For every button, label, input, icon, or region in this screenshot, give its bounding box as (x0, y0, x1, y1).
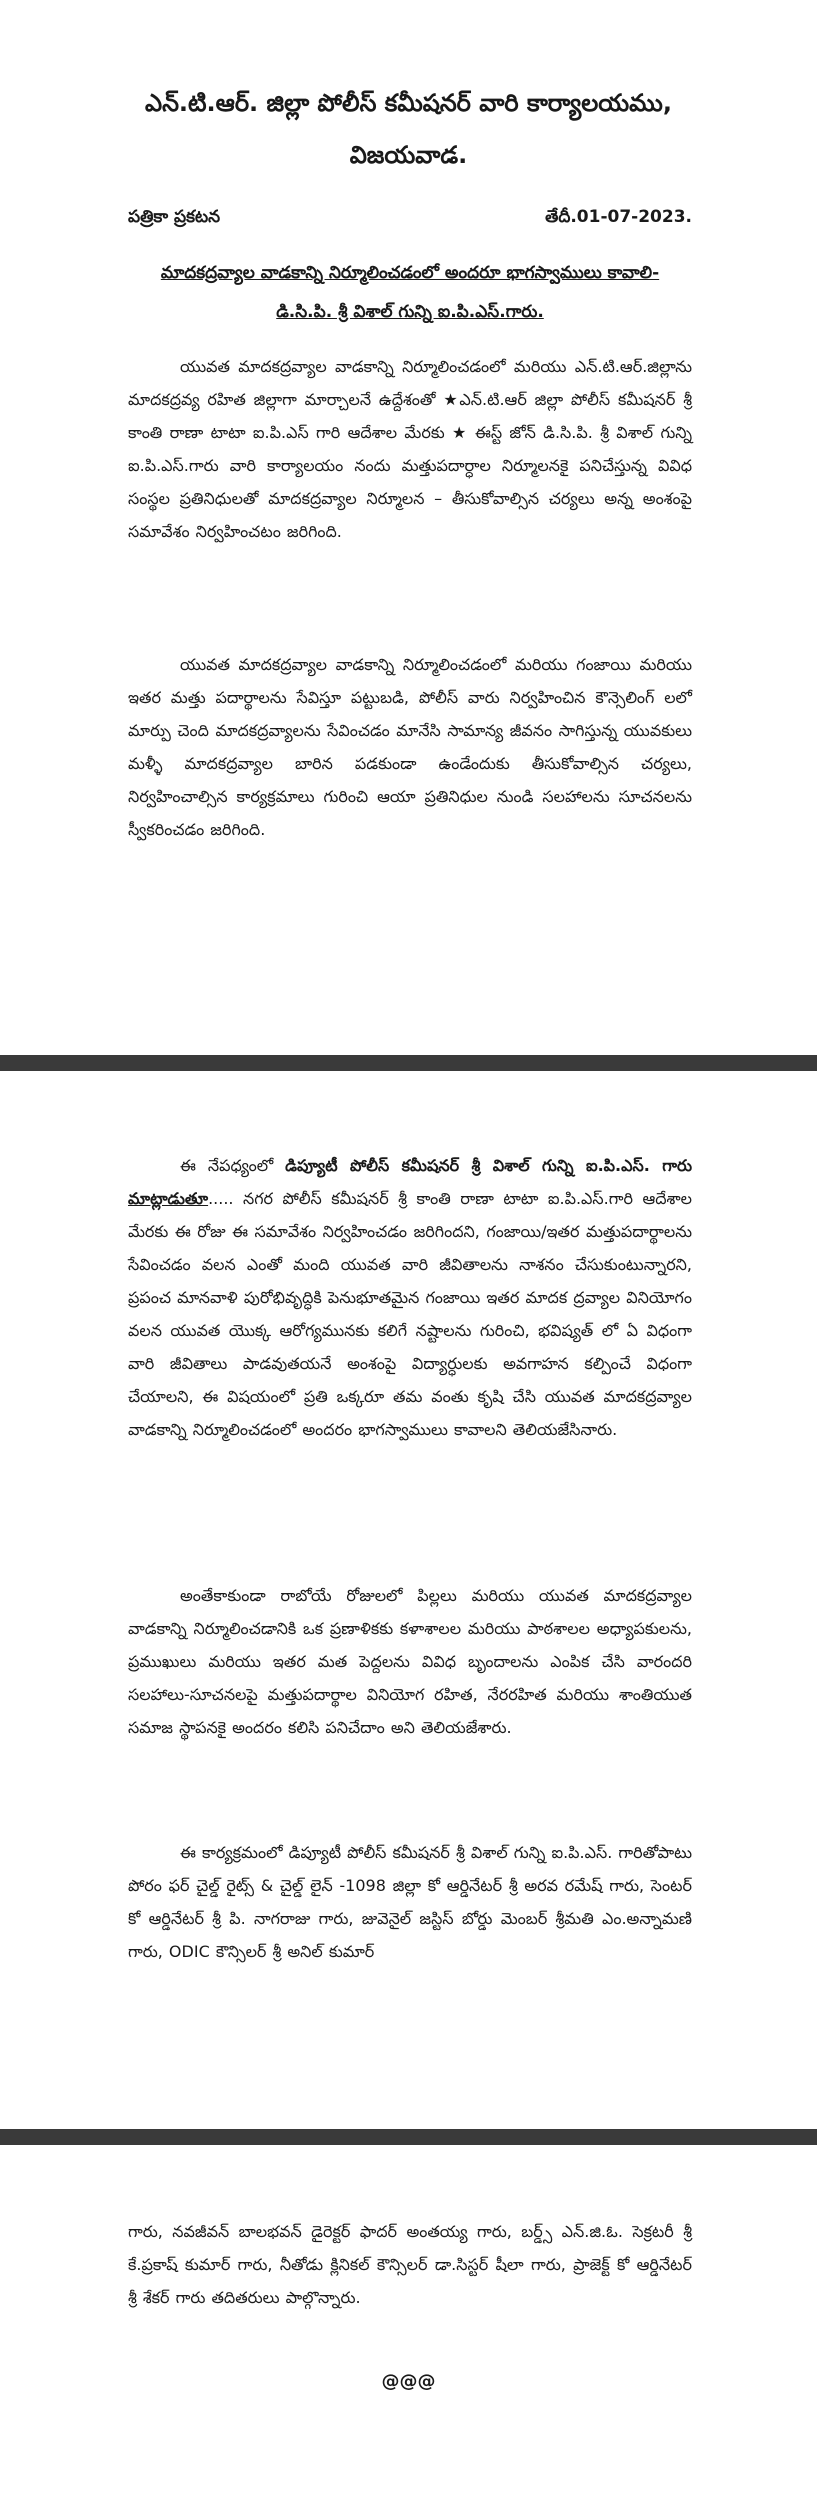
release-date: తేదీ.01-07-2023. (545, 207, 692, 227)
p3-body: ..... నగర పోలీస్ కమీషనర్ శ్రీ కాంతి రాణా టాటా ఐ.పి.ఎస్.గారి ఆదేశాల మేరకు ఈ రోజు ఈ సమావేశం నిర్వహించడం జరిగిందని, గంజాయి/ఇతర మత్తుపదార్థాలను సేవించడం వలన ఎంతో మంది యువత వారి జీవితాలను నాశనం చేసుకుంటున్నారని, ప్రపంచ మానవాళి పురోభివృద్ధికి పెనుభూతమైన గంజాయి ఇతర మాదక ద్రవ్యాల వినియోగం వలన యువత యొక్క ఆరోగ్యమునకు కలిగే నష్టాలను గురించి, భవిష్యత్ లో ఏ విధంగా వారి జీవితాలు పాడవుతయనే అంశంపై విద్యార్ధులకు అవగాహన కల్పించే విధంగా చేయాలని, ఈ విషయంలో ప్రతి ఒక్కరూ తమ వంతు కృషి చేసి యువత మాదకద్రవ్యాల వాడకాన్ని నిర్మూలించడంలో అందరం భాగస్వాములు కావాలని తెలియజేసినారు. (128, 1189, 692, 1439)
paragraph-4: అంతేకాకుండా రాబోయే రోజులలో పిల్లలు మరియు యువత మాదకద్రవ్యాల వాడకాన్ని నిర్మూలించడానికి ఒక ప్రణాళికకు కళాశాలల మరియు పాఠశాలల అధ్యాపకులను, ప్రముఖులు మరియు ఇతర మత పెద్దలను వివిధ బృందాలను ఎంపిక చేసి వారందరి సలహాలు-సూచనలపై మత్తుపదార్థాల వినియోగ రహిత, నేరరహిత మరియు శాంతియుత సమాజ స్థాపనకై అందరం కలిసి పనిచేదాం అని తెలియజేశారు. (128, 1586, 692, 1737)
page-separator (0, 1055, 817, 1071)
paragraph-1: యువత మాదకద్రవ్యాల వాడకాన్ని నిర్మూలించడంలో మరియు ఎన్.టి.ఆర్.జిల్లాను మాదకద్రవ్య రహిత జిల్లాగా మార్చాలనే ఉద్దేశంతో ★ఎన్.టి.ఆర్ జిల్లా పోలీస్ కమీషనర్ శ్రీ కాంతి రాణా టాటా ఐ.పి.ఎస్ గారి ఆదేశాల మేరకు ★ ఈస్ట్ జోన్ డి.సి.పి. శ్రీ విశాల్ గున్ని ఐ.పి.ఎస్.గారు వారి కార్యాలయం నందు మత్తుపదార్ధాల నిర్మూలనకై పనిచేస్తున్న వివిధ సంస్థల ప్రతినిధులతో మాదకద్రవ్యాల నిర్మూలన – తీసుకోవాల్సిన చర్యలు అన్న అంశంపై సమావేశం నిర్వహించటం జరిగింది. (128, 357, 692, 541)
p3-speaking: మాట్లాడుతూ (128, 1189, 209, 1208)
p3-intro: ఈ నేపధ్యంలో (180, 1156, 286, 1175)
press-release-label: పత్రికా ప్రకటన (128, 207, 221, 227)
subject-line1: మాదకద్రవ్యాల వాడకాన్ని నిర్మూలించడంలో అందరూ భాగస్వాములు కావాలి- (160, 263, 660, 283)
page-1 (0, 0, 817, 1055)
paragraph-3 (128, 1149, 692, 1446)
page-3 (0, 2145, 817, 2496)
paragraph-6: గారు, నవజీవన్ బాలభవన్ డైరెక్టర్ ఫాదర్ అంతయ్య గారు, బర్డ్స్ ఎన్.జి.ఓ. సెక్రటరీ శ్రీ కే.ప్రకాష్ కుమార్ గారు, నీతోడు క్లినికల్ కౌన్సిలర్ డా.సిస్టర్ షీలా గారు, ప్రాజెక్ట్ కో ఆర్డినేటర్ శ్రీ శేకర్ గారు తదితరులు పాల్గొన్నారు. (128, 2222, 692, 2307)
page-separator (0, 2129, 817, 2145)
closing-mark: @@@ (381, 2371, 436, 2392)
subject-line2: డి.సి.పి. శ్రీ విశాల్ గున్ని ఐ.పి.ఎస్.గారు. (276, 302, 544, 322)
paragraph-5: ఈ కార్యక్రమంలో డిప్యూటీ పోలీస్ కమీషనర్ శ్రీ విశాల్ గున్ని ఐ.పి.ఎస్. గారితోపాటు పోరం ఫర్ చైల్డ్ రైట్స్ & చైల్డ్ లైన్ -1098 జిల్లా కో ఆర్డినేటర్ శ్రీ అరవ రమేష్ గారు, సెంటర్ కో ఆర్డినేటర్ శ్రీ పి. నాగరాజు గారు, జువెనైల్ జస్టిస్ బోర్డు మెంబర్ శ్రీమతి ఎం.అన్నామణి గారు, ODIC కౌన్సిలర్ శ్రీ అనిల్ కుమార్ (128, 1843, 693, 1961)
p3-speaker: డిప్యూటీ పోలీస్ కమీషనర్ శ్రీ విశాల్ గున్ని ఐ.పి.ఎస్. గారు (285, 1156, 692, 1175)
paragraph-2: యువత మాదకద్రవ్యాల వాడకాన్ని నిర్మూలించడంలో మరియు గంజాయి మరియు ఇతర మత్తు పదార్థాలను సేవిస్తూ పట్టుబడి, పోలీస్ వారు నిర్వహించిన కౌన్సెలింగ్ లలో మార్పు చెంది మాదకద్రవ్యాలను సేవించడం మానేసి సామాన్య జీవనం సాగిస్తున్న యువకులు మళ్ళీ మాదకద్రవ్యాల బారిన పడకుండా ఉండేందుకు తీసుకోవాల్సిన చర్యలు, నిర్వహించాల్సిన కార్యక్రమాలు గురించి ఆయా ప్రతినిధుల నుండి సలహాలను సూచనలను స్వీకరించడం జరిగింది. (128, 655, 692, 839)
office-title-line2: విజయవాడ. (349, 141, 468, 169)
page-2 (0, 1071, 817, 2129)
office-title-line1: ఎన్.టి.ఆర్. జిల్లా పోలీస్ కమీషనర్ వారి కార్యాలయము, (145, 89, 672, 117)
